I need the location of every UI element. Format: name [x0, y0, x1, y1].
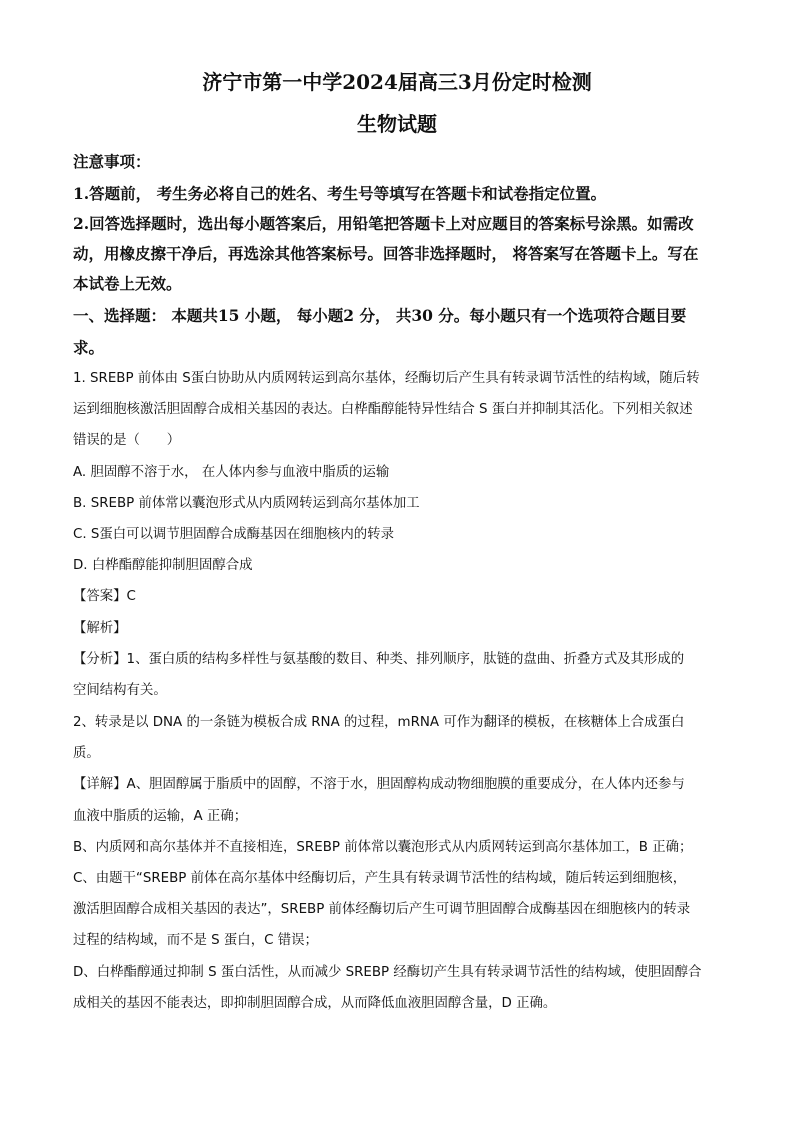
- detail-c-line-1: C、由题干“SREBP 前体在高尔基体中经酶切后，产生具有转录调节活性的结构域，随后转运到细胞核，: [73, 871, 687, 886]
- question-1-stem-line-1: 1. SREBP 前体由 S蛋白协助从内质网转运到高尔基体，经酶切后产生具有转录调节活性的结构域，随后转: [73, 371, 700, 386]
- notice-item-2-line-1: 2.回答选择题时，选出每小题答案后，用铅笔把答题卡上对应题目的答案标号涂黑。如需改: [73, 214, 694, 233]
- analysis-point-2-line-1: 2、转录是以 DNA 的一条链为模板合成 RNA 的过程，mRNA 可作为翻译的模板，在核糖体上合成蛋白: [73, 715, 685, 730]
- answer-line: 【答案】C: [73, 589, 136, 604]
- question-1-option-c: C. S蛋白可以调节胆固醇合成酶基因在细胞核内的转录: [73, 527, 394, 542]
- detail-b: B、内质网和高尔基体并不直接相连，SREBP 前体常以囊泡形式从内质网转运到高尔基体加工，B 正确；: [73, 840, 693, 855]
- notice-item-1: 1.答题前， 考生务必将自己的姓名、考生号等填写在答题卡和试卷指定位置。: [73, 184, 607, 203]
- notice-item-2-line-3: 本试卷上无效。: [73, 274, 182, 293]
- document-title: 济宁市第一中学2024届高三3月份定时检测: [202, 70, 592, 94]
- detail-c-line-3: 过程的结构域，而不是 S 蛋白，C 错误；: [73, 933, 318, 948]
- analysis-tag: 【解析】: [73, 621, 127, 636]
- section-heading-line-1: 一、选择题： 本题共15 小题， 每小题2 分， 共30 分。每小题只有一个选项符合题目要: [73, 306, 687, 325]
- question-1-option-b: B. SREBP 前体常以囊泡形式从内质网转运到高尔基体加工: [73, 496, 420, 511]
- analysis-point-1-line-2: 空间结构有关。: [73, 683, 167, 698]
- detail-a-line-2: 血液中脂质的运输，A 正确；: [73, 809, 248, 824]
- detail-a-line-1: 【详解】A、胆固醇属于脂质中的固醇，不溶于水，胆固醇构成动物细胞膜的重要成分，在人体内还参与: [73, 777, 685, 792]
- question-1-option-a: A. 胆固醇不溶于水， 在人体内参与血液中脂质的运输: [73, 465, 390, 480]
- document-subtitle: 生物试题: [357, 112, 437, 136]
- detail-d-line-1: D、白桦酯醇通过抑制 S 蛋白活性，从而减少 SREBP 经酶切产生具有转录调节活性的结构域，使胆固醇合: [73, 965, 702, 980]
- detail-c-line-2: 激活胆固醇合成相关基因的表达”，SREBP 前体经酶切后产生可调节胆固醇合成酶基因在细胞核内的转录: [73, 902, 691, 917]
- question-1-stem-line-3: 错误的是（ ）: [73, 433, 181, 448]
- question-1-stem-line-2: 运到细胞核激活胆固醇合成相关基因的表达。白桦酯醇能特异性结合 S 蛋白并抑制其活化。下列相关叙述: [73, 402, 693, 417]
- analysis-point-2-line-2: 质。: [73, 746, 100, 761]
- notice-heading: 注意事项：: [73, 152, 151, 171]
- notice-item-2-line-2: 动，用橡皮擦干净后，再选涂其他答案标号。回答非选择题时， 将答案写在答题卡上。写在: [73, 244, 699, 263]
- analysis-point-1-line-1: 【分析】1、蛋白质的结构多样性与氨基酸的数目、种类、排列顺序，肽链的盘曲、折叠方式及其形成的: [73, 652, 685, 667]
- question-1-option-d: D. 白桦酯醇能抑制胆固醇合成: [73, 558, 253, 573]
- section-heading-line-2: 求。: [73, 338, 105, 357]
- detail-d-line-2: 成相关的基因不能表达，即抑制胆固醇合成，从而降低血液胆固醇含量，D 正确。: [73, 996, 557, 1011]
